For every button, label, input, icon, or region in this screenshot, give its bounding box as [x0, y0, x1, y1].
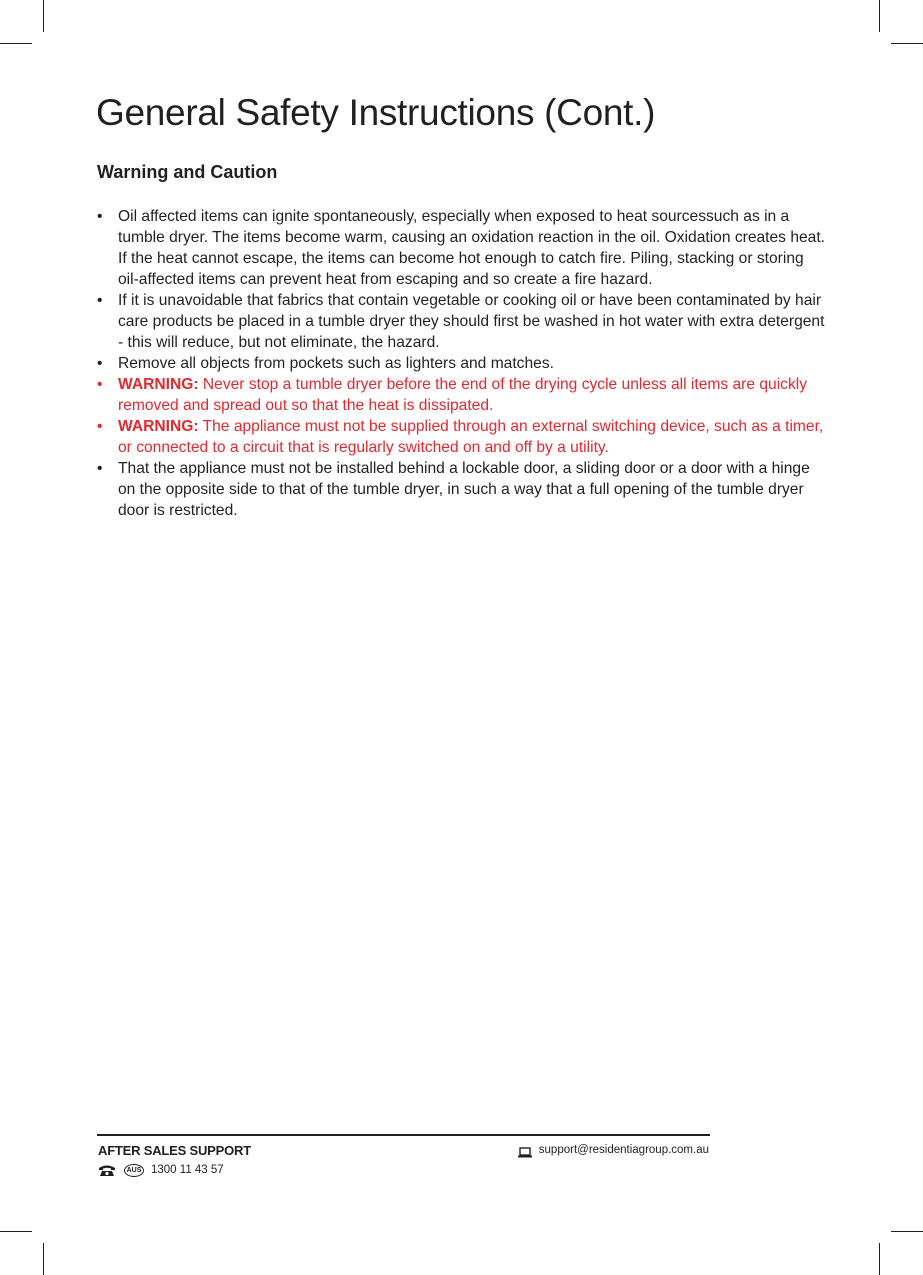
- support-phone-number[interactable]: 1300 11 43 57: [151, 1164, 224, 1176]
- list-item: [97, 290, 827, 353]
- bullet-dot: •: [97, 355, 103, 372]
- safety-bullet-list: [97, 206, 827, 521]
- bullet-dot: •: [97, 376, 103, 393]
- list-item-text: That the appliance must not be installed behind a lockable door, a sliding door or a door with a hinge on the opposite side to that of the tumble dryer, in such a way that a full opening of the tumble dryer door is restricted.: [118, 460, 810, 519]
- laptop-icon: [518, 1145, 532, 1156]
- crop-mark-bottom-right-horizontal: [891, 1231, 923, 1232]
- warning-list-item: [97, 416, 827, 458]
- after-sales-support-title: AFTER SALES SUPPORT: [98, 1143, 251, 1158]
- warning-text: Never stop a tumble dryer before the end of the drying cycle unless all items are quickly removed and spread out so that the heat is dissipated.: [118, 376, 808, 414]
- list-item-text: Oil affected items can ignite spontaneously, especially when exposed to heat sourcessuch as in a tumble dryer. The items become warm, causing an oxidation reaction in the oil. Oxidation creates heat. If the heat cannot escape, the items can become hot enough to catch fire. Piling, stacking or storing oil-affected items can prevent heat from escaping and so create a fire hazard.: [118, 208, 825, 288]
- support-phone-row: [98, 1160, 224, 1180]
- warning-list-item: [97, 374, 827, 416]
- bullet-dot: •: [97, 292, 103, 309]
- telephone-icon: [98, 1164, 116, 1177]
- page-title: General Safety Instructions (Cont.): [96, 92, 656, 133]
- crop-mark-top-right-vertical: [879, 0, 880, 32]
- warning-label: WARNING:: [118, 418, 199, 435]
- crop-mark-bottom-left-horizontal: [0, 1231, 32, 1232]
- list-item-text: Remove all objects from pockets such as lighters and matches.: [118, 355, 554, 372]
- warning-text: The appliance must not be supplied through an external switching device, such as a timer, or connected to a circuit that is regularly switched on and off by a utility.: [118, 418, 824, 456]
- crop-mark-bottom-right-vertical: [879, 1243, 880, 1275]
- crop-mark-top-left-vertical: [43, 0, 44, 32]
- bullet-dot: •: [97, 208, 103, 225]
- bullet-dot: •: [97, 460, 103, 477]
- warning-label: WARNING:: [118, 376, 199, 393]
- list-item-text: If it is unavoidable that fabrics that contain vegetable or cooking oil or have been contaminated by hair care products be placed in a tumble dryer they should first be washed in hot water with extra detergent - this will reduce, but not eliminate, the hazard.: [118, 292, 825, 351]
- list-item: [97, 206, 827, 290]
- list-item: [97, 458, 827, 521]
- bullet-dot: •: [97, 418, 103, 435]
- country-badge: AUS: [124, 1164, 144, 1177]
- crop-mark-top-left-horizontal: [0, 43, 32, 44]
- section-heading: Warning and Caution: [97, 162, 278, 182]
- crop-mark-top-right-horizontal: [891, 43, 923, 44]
- crop-mark-bottom-left-vertical: [43, 1243, 44, 1275]
- support-email-row: [518, 1144, 709, 1156]
- support-email-link[interactable]: support@residentiagroup.com.au: [538, 1144, 709, 1156]
- list-item: [97, 353, 827, 374]
- footer-divider: [97, 1134, 710, 1136]
